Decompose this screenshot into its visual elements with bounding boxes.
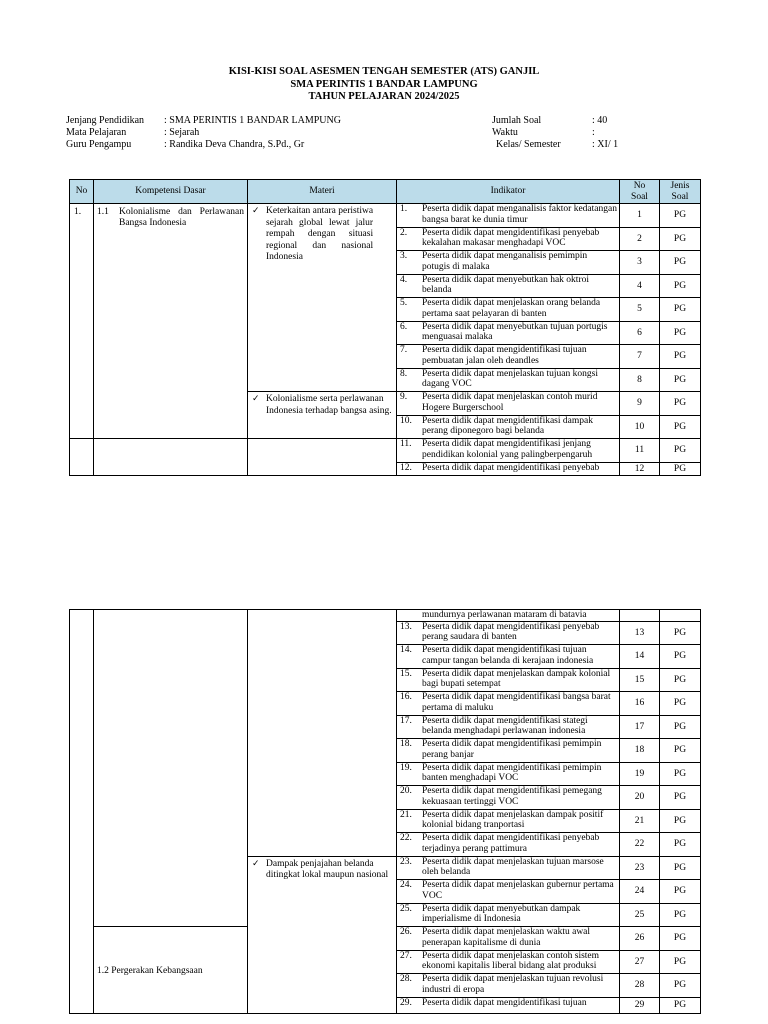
meta-value: : XI/ 1 [592,139,619,150]
no-soal-cell: 22 [620,833,660,857]
indicator-cell [397,392,620,416]
indicator-cell [397,786,620,810]
no-soal-cell: 9 [620,392,660,416]
materi-item [252,206,392,264]
kisi-kisi-table-page-1 [69,179,701,476]
table-row [70,204,701,228]
jenis-soal-cell: PG [660,927,701,951]
jenis-soal-cell: PG [660,833,701,857]
no-soal-cell: 27 [620,950,660,974]
indicator-number: 24. [400,880,412,890]
meta-row-jumlah-soal [492,115,618,127]
indicator-text: Peserta didik dapat mengidentifikasi penyebab kekalahan makasar menghadapi VOC [422,227,600,248]
header-jenis-soal-line: Soal [671,191,689,202]
indicator-number: 9. [400,392,408,402]
meta-label: Kelas/ Semester [496,139,561,150]
jenis-soal-cell: PG [660,227,701,251]
no-soal-cell: 24 [620,880,660,904]
indicator-cell [397,321,620,345]
jenis-soal-cell: PG [660,739,701,763]
indicator-cell [397,368,620,392]
meta-label: Jenjang Pendidikan [66,115,145,126]
indicator-cell [397,621,620,645]
checkmark-icon: ✓ [252,858,260,869]
jenis-soal-cell [660,610,701,622]
jenis-soal-cell: PG [660,950,701,974]
checkmark-icon: ✓ [252,206,260,216]
header-no-soal-line: Soal [631,191,648,202]
indicator-number: 21. [400,809,412,820]
jenis-soal-cell: PG [660,321,701,345]
jenis-soal-cell: PG [660,251,701,275]
jenis-soal-cell: PG [660,786,701,810]
meta-row-waktu [492,127,618,139]
indicator-text: Peserta didik dapat mengidentifikasi penyebab terjadinya perang pattimura [422,833,600,854]
no-soal-cell: 14 [620,645,660,669]
jenis-soal-cell: PG [660,368,701,392]
no-soal-cell: 3 [620,251,660,275]
title-line-2: SMA PERINTIS 1 BANDAR LAMPUNG [290,78,478,90]
no-soal-cell: 23 [620,856,660,880]
indicator-text: Peserta didik dapat mengidentifikasi penyebab [422,462,600,473]
indicator-cell [397,974,620,998]
jenis-soal-cell: PG [660,903,701,927]
indicator-text: Peserta didik dapat mengidentifikasi penyebab perang saudara di banten [422,621,600,642]
kompetensi-dasar-1-2: 1.2 Pergerakan Kebangsaan [94,927,248,1014]
meta-info-right [492,115,618,151]
row-number: 1. [70,204,94,439]
meta-value: : 40 [592,115,608,126]
no-soal-cell: 12 [620,462,660,475]
materi-line: rempah dengan situasi [266,229,374,239]
meta-label: Jumlah Soal [492,115,542,126]
indicator-cell [397,856,620,880]
indicator-cell [397,645,620,669]
indicator-text: Peserta didik dapat menganalisis pemimpin potugis di malaka [422,251,588,272]
indicator-cell [397,950,620,974]
indicator-text: Peserta didik dapat menyebutkan tujuan portugis menguasai malaka [422,321,608,342]
materi-text [266,206,373,264]
no-soal-cell: 11 [620,439,660,463]
no-soal-cell: 28 [620,974,660,998]
no-soal-cell: 1 [620,204,660,228]
header-kompetensi-dasar: Kompetensi Dasar [94,180,248,204]
indicator-number: 20. [400,786,412,796]
empty-cell [94,439,248,476]
indicator-cell [397,903,620,927]
empty-cell [94,610,248,927]
indicator-number: 28. [400,974,412,984]
indicator-number: 22. [400,833,412,843]
document-title [0,66,768,104]
meta-value: : Sejarah [164,127,200,138]
indicator-continuation: mundurnya perlawanan mataram di batavia [397,610,620,622]
indicator-number: 14. [400,645,412,655]
meta-row-kelas [492,139,618,151]
no-soal-cell: 8 [620,368,660,392]
jenis-soal-cell: PG [660,668,701,692]
no-soal-cell: 26 [620,927,660,951]
indicator-text: Peserta didik dapat mengidentifikasi stategi belanda menghadapi perlawanan indonesia [422,715,588,736]
indicator-number: 7. [400,345,408,355]
jenis-soal-cell: PG [660,274,701,298]
no-soal-cell [620,610,660,622]
indicator-text: Peserta didik dapat mengidentifikasi pemimpin banten menghadapi VOC [422,762,602,783]
jenis-soal-cell: PG [660,997,701,1013]
empty-cell [248,439,397,476]
indicator-text: Peserta didik dapat menjelaskan contoh sistem ekonomi kapitalis liberal bidang alat produksi [422,950,600,971]
indicator-number: 1. [400,204,408,214]
no-soal-cell: 25 [620,903,660,927]
indicator-text: Peserta didik dapat menjelaskan tujuan marsose oleh belanda [422,856,604,877]
indicator-number: 29. [400,997,412,1008]
indicator-cell [397,439,620,463]
materi-item [252,394,392,417]
checkmark-icon: ✓ [252,394,260,404]
no-soal-cell: 29 [620,997,660,1013]
jenis-soal-cell: PG [660,762,701,786]
jenis-soal-cell: PG [660,415,701,439]
indicator-number: 5. [400,298,408,308]
meta-value: : [592,127,595,138]
indicator-text: Peserta didik dapat mengidentifikasi tujuan [422,997,587,1008]
meta-label: Mata Pelajaran [66,127,127,138]
indicator-number: 4. [400,274,408,285]
indicator-cell [397,715,620,739]
indicator-text: Peserta didik dapat mengidentifikasi bangsa barat pertama di maluku [422,692,611,713]
jenis-soal-cell: PG [660,621,701,645]
no-soal-cell: 7 [620,345,660,369]
header-jenis-soal [660,180,701,204]
header-materi: Materi [248,180,397,204]
indicator-number: 13. [400,621,412,632]
indicator-cell [397,227,620,251]
no-soal-cell: 13 [620,621,660,645]
meta-label: Waktu [492,127,518,138]
meta-info-left [66,115,341,151]
jenis-soal-cell: PG [660,298,701,322]
indicator-number: 10. [400,415,412,426]
indicator-number: 27. [400,950,412,961]
meta-value: : SMA PERINTIS 1 BANDAR LAMPUNG [164,115,341,126]
materi-line: sejarah global lewat jalur [266,217,374,228]
jenis-soal-cell: PG [660,692,701,716]
indicator-number: 12. [400,462,412,473]
kompetensi-dasar-cell [94,204,248,439]
empty-cell [248,610,397,857]
materi-line: Keterkaitan antara peristiwa [266,206,374,216]
indicator-cell [397,692,620,716]
indicator-text: Peserta didik dapat menjelaskan waktu awal penerapan kapitalisme di dunia [422,927,591,948]
indicator-cell [397,345,620,369]
indicator-number: 26. [400,927,412,937]
indicator-cell [397,668,620,692]
meta-row-mapel [66,127,341,139]
materi-cell-2 [248,392,397,439]
indicator-text: Peserta didik dapat mengidentifikasi jenjang pendidikan kolonial yang palingberpengaruh [422,439,593,460]
kisi-kisi-table-page-2 [69,609,701,1014]
indicator-text: Peserta didik dapat menjelaskan orang belanda pertama saat pelayaran di banten [422,298,601,319]
indicator-number: 18. [400,739,412,749]
jenis-soal-cell: PG [660,715,701,739]
jenis-soal-cell: PG [660,392,701,416]
indicator-number: 25. [400,903,412,914]
indicator-text: Peserta didik dapat mengidentifikasi tujuan campur tangan belanda di kerajaan indonesia [422,645,594,666]
indicator-text: Peserta didik dapat menganalisis faktor kedatangan bangsa barat ke dunia timur [422,204,617,225]
table-header-row [70,180,701,204]
jenis-soal-cell: PG [660,856,701,880]
table-row [70,439,701,463]
indicator-number: 15. [400,668,412,679]
no-soal-cell: 2 [620,227,660,251]
jenis-soal-cell: PG [660,809,701,833]
no-soal-cell: 15 [620,668,660,692]
title-line-3: TAHUN PELAJARAN 2024/2025 [308,91,460,102]
indicator-number: 23. [400,856,412,867]
jenis-soal-cell: PG [660,462,701,475]
header-no: No [70,180,94,204]
indicator-text: Peserta didik dapat menyebutkan hak oktroi belanda [422,274,589,295]
indicator-number: 2. [400,227,408,238]
materi-text: Dampak penjajahan belanda ditingkat lokal maupun nasional [266,858,389,880]
header-no-soal [620,180,660,204]
indicator-cell [397,274,620,298]
empty-cell [70,610,94,1014]
no-soal-cell: 19 [620,762,660,786]
indicator-text: Peserta didik dapat menjelaskan contoh murid Hogere Burgerschool [422,392,598,413]
indicator-cell [397,762,620,786]
no-soal-cell: 6 [620,321,660,345]
materi-line: Indonesia [266,252,303,262]
indicator-text: Peserta didik dapat menjelaskan dampak kolonial bagi bupati setempat [422,668,611,689]
indicator-text: Peserta didik dapat menjelaskan tujuan revolusi industri di eropa [422,974,604,995]
indicator-text: Peserta didik dapat mengidentifikasi dampak perang diponegoro bagi belanda [422,415,593,436]
title-line-1: KISI-KISI SOAL ASESMEN TENGAH SEMESTER (ATS) GANJIL [228,66,540,77]
indicator-text: Peserta didik dapat menjelaskan dampak positif kolonial bidang tranportasi [422,809,604,830]
no-soal-cell: 20 [620,786,660,810]
indicator-number: 19. [400,762,412,773]
meta-row-guru [66,139,341,151]
indicator-cell [397,204,620,228]
header-indikator: Indikator [397,180,620,204]
indicator-cell [397,415,620,439]
kompetensi-dasar-1-1 [97,207,244,229]
indicator-text: Peserta didik dapat menjelaskan gubernur pertama VOC [422,880,614,901]
kd-text: Kolonialisme dan Perlawanan Bangsa Indonesia [119,207,244,228]
indicator-cell [397,298,620,322]
meta-value: : Randika Deva Chandra, S.Pd., Gr [164,139,305,150]
materi-cell-3 [248,856,397,1013]
materi-cell-1 [248,204,397,392]
indicator-text: Peserta didik dapat menyebutkan dampak imperialisme di Indonesia [422,903,581,924]
indicator-text: Peserta didik dapat mengidentifikasi pemimpin perang banjar [422,739,602,760]
no-soal-cell: 21 [620,809,660,833]
no-soal-cell: 5 [620,298,660,322]
jenis-soal-cell: PG [660,439,701,463]
jenis-soal-cell: PG [660,974,701,998]
no-soal-cell: 10 [620,415,660,439]
indicator-cell [397,251,620,275]
no-soal-cell: 4 [620,274,660,298]
empty-cell [70,439,94,476]
indicator-number: 6. [400,321,408,332]
indicator-cell [397,739,620,763]
indicator-text: Peserta didik dapat mengidentifikasi pemegang kekuasaan tertinggi VOC [422,786,602,807]
table-row [70,610,701,622]
jenis-soal-cell: PG [660,204,701,228]
jenis-soal-cell: PG [660,880,701,904]
indicator-cell [397,833,620,857]
materi-line: regional dan nasional [266,240,374,251]
indicator-cell [397,462,620,475]
meta-label: Guru Pengampu [66,139,132,150]
no-soal-cell: 18 [620,739,660,763]
indicator-number: 8. [400,368,408,379]
indicator-cell [397,880,620,904]
meta-row-jenjang [66,115,341,127]
materi-text: Kolonialisme serta perlawanan Indonesia terhadap bangsa asing. [266,394,392,416]
jenis-soal-cell: PG [660,345,701,369]
indicator-number: 3. [400,251,408,261]
indicator-cell [397,927,620,951]
indicator-number: 16. [400,692,412,702]
jenis-soal-cell: PG [660,645,701,669]
no-soal-cell: 16 [620,692,660,716]
header-no-soal-line: No [633,180,646,191]
indicator-number: 11. [400,439,412,449]
indicator-text: Peserta didik dapat menjelaskan tujuan kongsi dagang VOC [422,368,598,389]
header-jenis-soal-line: Jenis [670,180,690,191]
indicator-text: Peserta didik dapat mengidentifikasi tujuan pembuatan jalan oleh deandles [422,345,587,366]
materi-item [252,859,392,882]
indicator-cell [397,997,620,1013]
no-soal-cell: 17 [620,715,660,739]
indicator-number: 17. [400,715,412,726]
indicator-cell [397,809,620,833]
kd-number: 1.1 [97,207,109,217]
